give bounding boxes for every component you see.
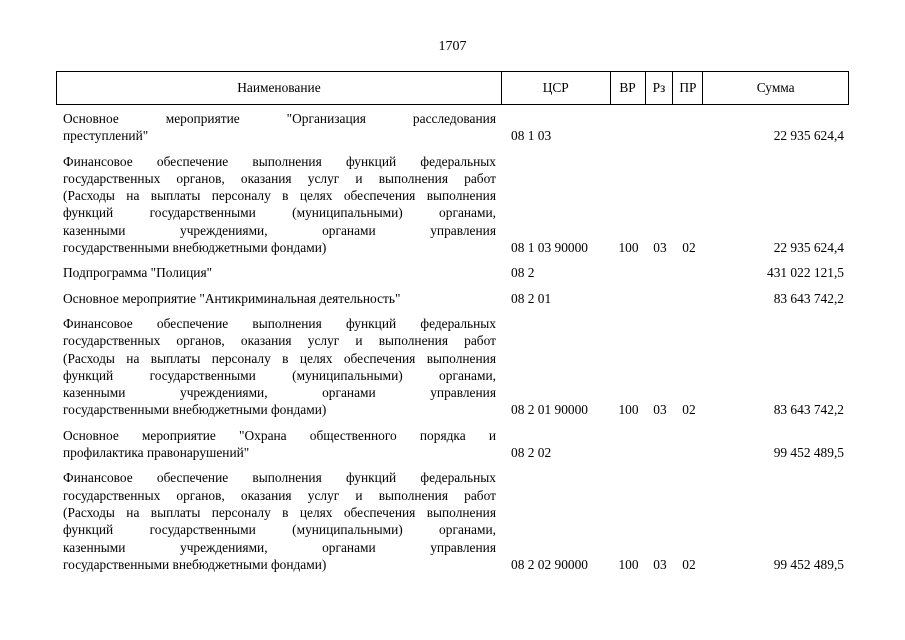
row-name-line: государственных органов, оказания услуг и выполнения работ <box>63 333 496 349</box>
row-sum: 431 022 121,5 <box>767 265 844 281</box>
row-name-line: функций государственными (муниципальными) органами, <box>63 367 496 383</box>
row-pr: 02 <box>682 556 696 572</box>
row-name-line: функций государственными (муниципальными) органами, <box>63 522 496 538</box>
header-csr: ЦСР <box>502 72 611 104</box>
header-sum: Сумма <box>756 80 795 95</box>
row-sum: 99 452 489,5 <box>773 556 844 572</box>
row-name-line: Основное мероприятие "Антикриминальная деятельность" <box>63 290 401 306</box>
row-name <box>56 264 496 281</box>
row-name-line: (Расходы на выплаты персоналу в целях обеспечения выполнения <box>63 350 496 366</box>
page-number: 1707 <box>438 39 467 54</box>
row-csr: 08 2 <box>511 265 535 281</box>
header-rz: Рз <box>646 72 674 104</box>
header-name: Наименование <box>57 72 502 104</box>
row-name-line: казенными учреждениями, органами управления <box>63 222 496 238</box>
row-name-line: государственными внебюджетными фондами) <box>63 402 327 418</box>
row-name <box>56 153 496 257</box>
row-name-line: преступлений" <box>63 128 149 144</box>
row-name-line: государственных органов, оказания услуг и выполнения работ <box>63 170 496 186</box>
row-name <box>56 469 496 573</box>
row-sum: 22 935 624,4 <box>773 128 844 144</box>
row-vr: 100 <box>618 556 639 572</box>
row-name <box>56 110 496 145</box>
row-sum: 83 643 742,2 <box>773 402 844 418</box>
row-name-line: государственными внебюджетными фондами) <box>63 556 327 572</box>
table-body <box>56 110 849 581</box>
header-pr: ПР <box>673 72 703 104</box>
row-csr: 08 1 03 90000 <box>511 240 588 256</box>
table-row <box>56 110 849 145</box>
table-row <box>56 427 849 462</box>
row-name <box>56 427 496 462</box>
table-row <box>56 264 849 281</box>
row-pr: 02 <box>682 402 696 418</box>
row-sum: 83 643 742,2 <box>773 290 844 306</box>
table-row <box>56 290 849 307</box>
table-header <box>56 71 849 105</box>
row-name-line: Финансовое обеспечение выполнения функций федеральных <box>63 153 496 169</box>
row-name-line: Основное мероприятие "Организация расследования <box>63 111 496 126</box>
row-csr: 08 1 03 <box>511 128 552 144</box>
row-name-line: казенными учреждениями, органами управления <box>63 385 496 401</box>
table-row <box>56 315 849 419</box>
row-name-line: профилактика правонарушений" <box>63 445 250 461</box>
row-name <box>56 290 496 307</box>
row-name-line: государственных органов, оказания услуг и выполнения работ <box>63 487 496 503</box>
row-name-line: Подпрограмма "Полиция" <box>63 265 213 281</box>
table-row <box>56 469 849 573</box>
row-sum: 99 452 489,5 <box>773 445 844 461</box>
row-name-line: казенными учреждениями, органами управления <box>63 539 496 555</box>
row-name-line: Финансовое обеспечение выполнения функций федеральных <box>63 315 496 331</box>
header-vr: ВР <box>611 72 646 104</box>
row-sum: 22 935 624,4 <box>773 240 844 256</box>
row-csr: 08 2 02 <box>511 445 552 461</box>
row-name-line: Финансовое обеспечение выполнения функций федеральных <box>63 470 496 486</box>
row-csr: 08 2 01 90000 <box>511 402 588 418</box>
row-rz: 03 <box>653 402 667 418</box>
row-rz: 03 <box>653 240 667 256</box>
row-pr: 02 <box>682 240 696 256</box>
row-name-line: государственными внебюджетными фондами) <box>63 240 327 256</box>
row-csr: 08 2 02 90000 <box>511 556 588 572</box>
row-vr: 100 <box>618 240 639 256</box>
row-rz: 03 <box>653 556 667 572</box>
row-name-line: функций государственными (муниципальными) органами, <box>63 205 496 221</box>
table-row <box>56 153 849 257</box>
row-name-line: (Расходы на выплаты персоналу в целях обеспечения выполнения <box>63 188 496 204</box>
row-name-line: (Расходы на выплаты персоналу в целях обеспечения выполнения <box>63 504 496 520</box>
row-name-line: Основное мероприятие "Охрана общественного порядка и <box>63 427 496 443</box>
row-name <box>56 315 496 419</box>
row-csr: 08 2 01 <box>511 290 552 306</box>
row-vr: 100 <box>618 402 639 418</box>
